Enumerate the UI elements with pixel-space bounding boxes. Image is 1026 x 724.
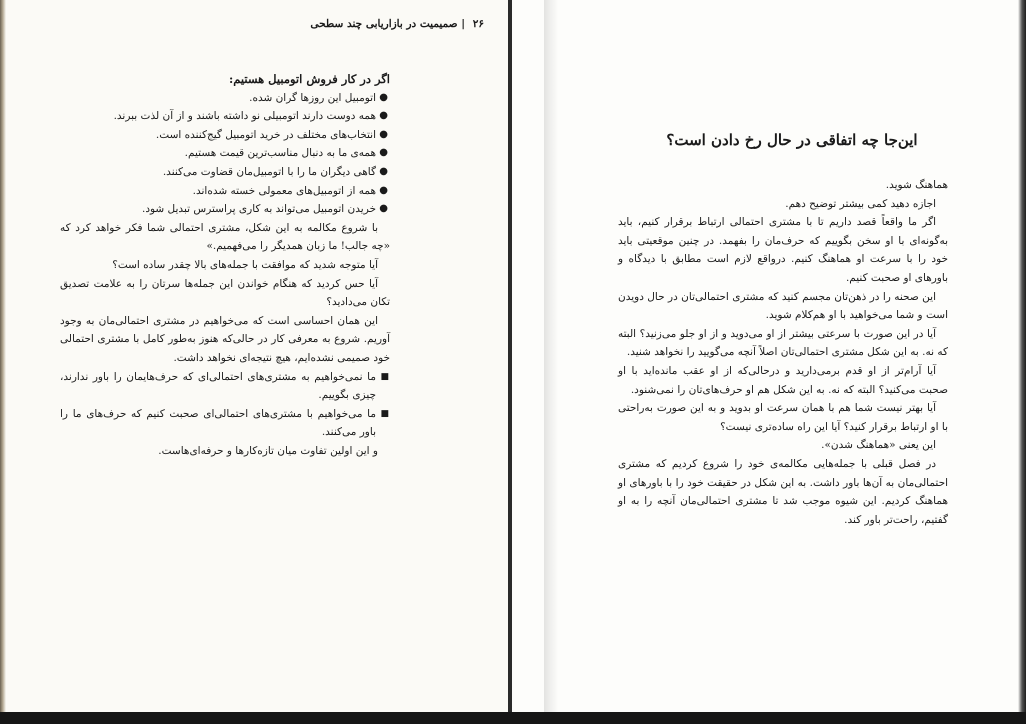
list-item: ● همه‌ی ما به دنبال مناسب‌ترین قیمت هستیم.	[60, 144, 390, 163]
intro-heading: اگر در کار فروش اتومبیل هستیم:	[229, 72, 390, 86]
paragraph: آیا آرام‌تر از او قدم برمی‌دارید و درحالی‌که از او عقب مانده‌اید با او صحبت می‌کنید؟ البته که نه. به این شکل هم او حرف‌های‌تان را نمی‌شنود.	[618, 364, 948, 396]
bullet-dot-icon: ●	[379, 91, 388, 103]
paragraph: این صحنه را در ذهن‌تان مجسم کنید که مشتری احتمالی‌تان در حال دویدن است و شما می‌خواهید با او هم‌کلام شوید.	[618, 290, 948, 322]
right-page-edge	[1018, 0, 1026, 724]
paragraph: اگر ما واقعاً قصد داریم تا با مشتری احتمالی ارتباط برقرار کنیم، باید به‌گونه‌ای با او سخن بگوییم که حرف‌مان را بفهمد. در چنین موقعیتی باید خود را با سرعت او هماهنگ کنیم. درواقع لازم است مطابق با دیدگاه و باورهای او صحبت کنیم.	[618, 216, 948, 284]
bullet-dot-icon: ●	[379, 165, 388, 177]
paragraph: آیا بهتر نیست شما هم با همان سرعت او بدوید و به این صورت به‌راحتی با او ارتباط برقرار کنید؟ آیا این راه ساده‌تری نیست؟	[618, 402, 948, 433]
list-item: ● گاهی دیگران ما را با اتومبیل‌مان قضاوت می‌کنند.	[60, 163, 390, 182]
paragraph: و این اولین تفاوت میان تازه‌کارها و حرفه‌ای‌هاست.	[158, 444, 378, 457]
bullet-dot-icon: ●	[379, 184, 388, 196]
paragraph: آیا حس کردید که هنگام خواندن این جمله‌ها سرتان را به علامت تصدیق تکان می‌دادید؟	[60, 277, 390, 309]
paragraph: اجازه دهید کمی بیشتر توضیح دهم.	[785, 197, 936, 210]
gutter-shadow	[544, 0, 558, 712]
book-gutter	[508, 0, 512, 724]
left-page-edge	[0, 0, 6, 724]
bullet-square-icon: ■	[380, 408, 389, 419]
bullet-square-icon: ■	[380, 371, 389, 382]
car-bullet-list	[60, 89, 390, 219]
paragraph: این یعنی «هماهنگ شدن».	[821, 439, 936, 452]
right-page-text	[618, 176, 948, 529]
paragraph: این همان احساسی است که می‌خواهیم در مشتری احتمالی‌مان به وجود آوریم. شروع به معرفی کار در حالی‌که هنوز به‌طور کامل با مشتری احتمالی خود صمیمی نشده‌ایم، هیچ نتیجه‌ای نخواهد داشت.	[60, 314, 390, 364]
section-heading: این‌جا چه اتفاقی در حال رخ دادن است؟	[666, 131, 918, 149]
list-item: ● همه از اتومبیل‌های معمولی خسته شده‌اند.	[60, 182, 390, 201]
left-page	[0, 0, 510, 712]
paragraph: آیا در این صورت با سرعتی بیشتر از او می‌دوید و از او جلو می‌زنید؟ البته که نه. به این شکل مشتری احتمالی‌تان اصلاً آنچه می‌گویید را نخواهد شنید.	[618, 327, 948, 359]
running-head-title: صمیمیت در بازاریابی چند سطحی	[310, 18, 458, 30]
list-item: ● همه دوست دارند اتومبیلی نو داشته باشند و از آن لذت ببرند.	[60, 107, 390, 126]
running-head	[94, 18, 484, 30]
list-item: ■ ما می‌خواهیم با مشتری‌های احتمالی‌ای صحبت کنیم که حرف‌های ما را باور می‌کنند.	[60, 405, 390, 442]
paragraph: هماهنگ شوید.	[885, 179, 948, 191]
square-bullet-list	[60, 368, 390, 442]
bullet-dot-icon: ●	[379, 110, 388, 122]
paragraph: آیا متوجه شدید که موافقت با جمله‌های بالا چقدر ساده است؟	[112, 258, 378, 271]
paragraph: در فصل قبلی با جمله‌هایی مکالمه‌ی خود را شروع کردیم که مشتری احتمالی‌مان به آن‌ها باور داشت. به این شکل در حقیقت خود را با باورهای او هماهنگ کردیم. این شیوه موجب شد تا مشتری احتمالی‌مان آنچه را به او گفتیم، راحت‌تر باور کند.	[618, 457, 948, 526]
list-item: ● خریدن اتومبیل می‌تواند به کاری پراسترس تبدیل شود.	[60, 200, 390, 219]
list-item: ■ ما نمی‌خواهیم به مشتری‌های احتمالی‌ای که حرف‌هایمان را باور ندارند، چیزی بگوییم.	[60, 368, 390, 405]
running-head-separator: |	[461, 18, 466, 30]
list-item: ● انتخاب‌های مختلف در خرید اتومبیل گیج‌کننده است.	[60, 126, 390, 145]
bullet-dot-icon: ●	[379, 203, 388, 215]
bullet-dot-icon: ●	[379, 147, 388, 159]
left-page-text	[60, 70, 390, 460]
bullet-dot-icon: ●	[379, 128, 388, 140]
paragraph: با شروع مکالمه به این شکل، مشتری احتمالی شما فکر خواهد کرد که «چه جالب! ما زبان همدیگر را می‌فهمیم.»	[60, 221, 390, 253]
bottom-edge	[0, 712, 1026, 724]
list-item: ● اتومبیل این روزها گران شده.	[60, 89, 390, 108]
page-number: ۲۶	[472, 18, 484, 30]
